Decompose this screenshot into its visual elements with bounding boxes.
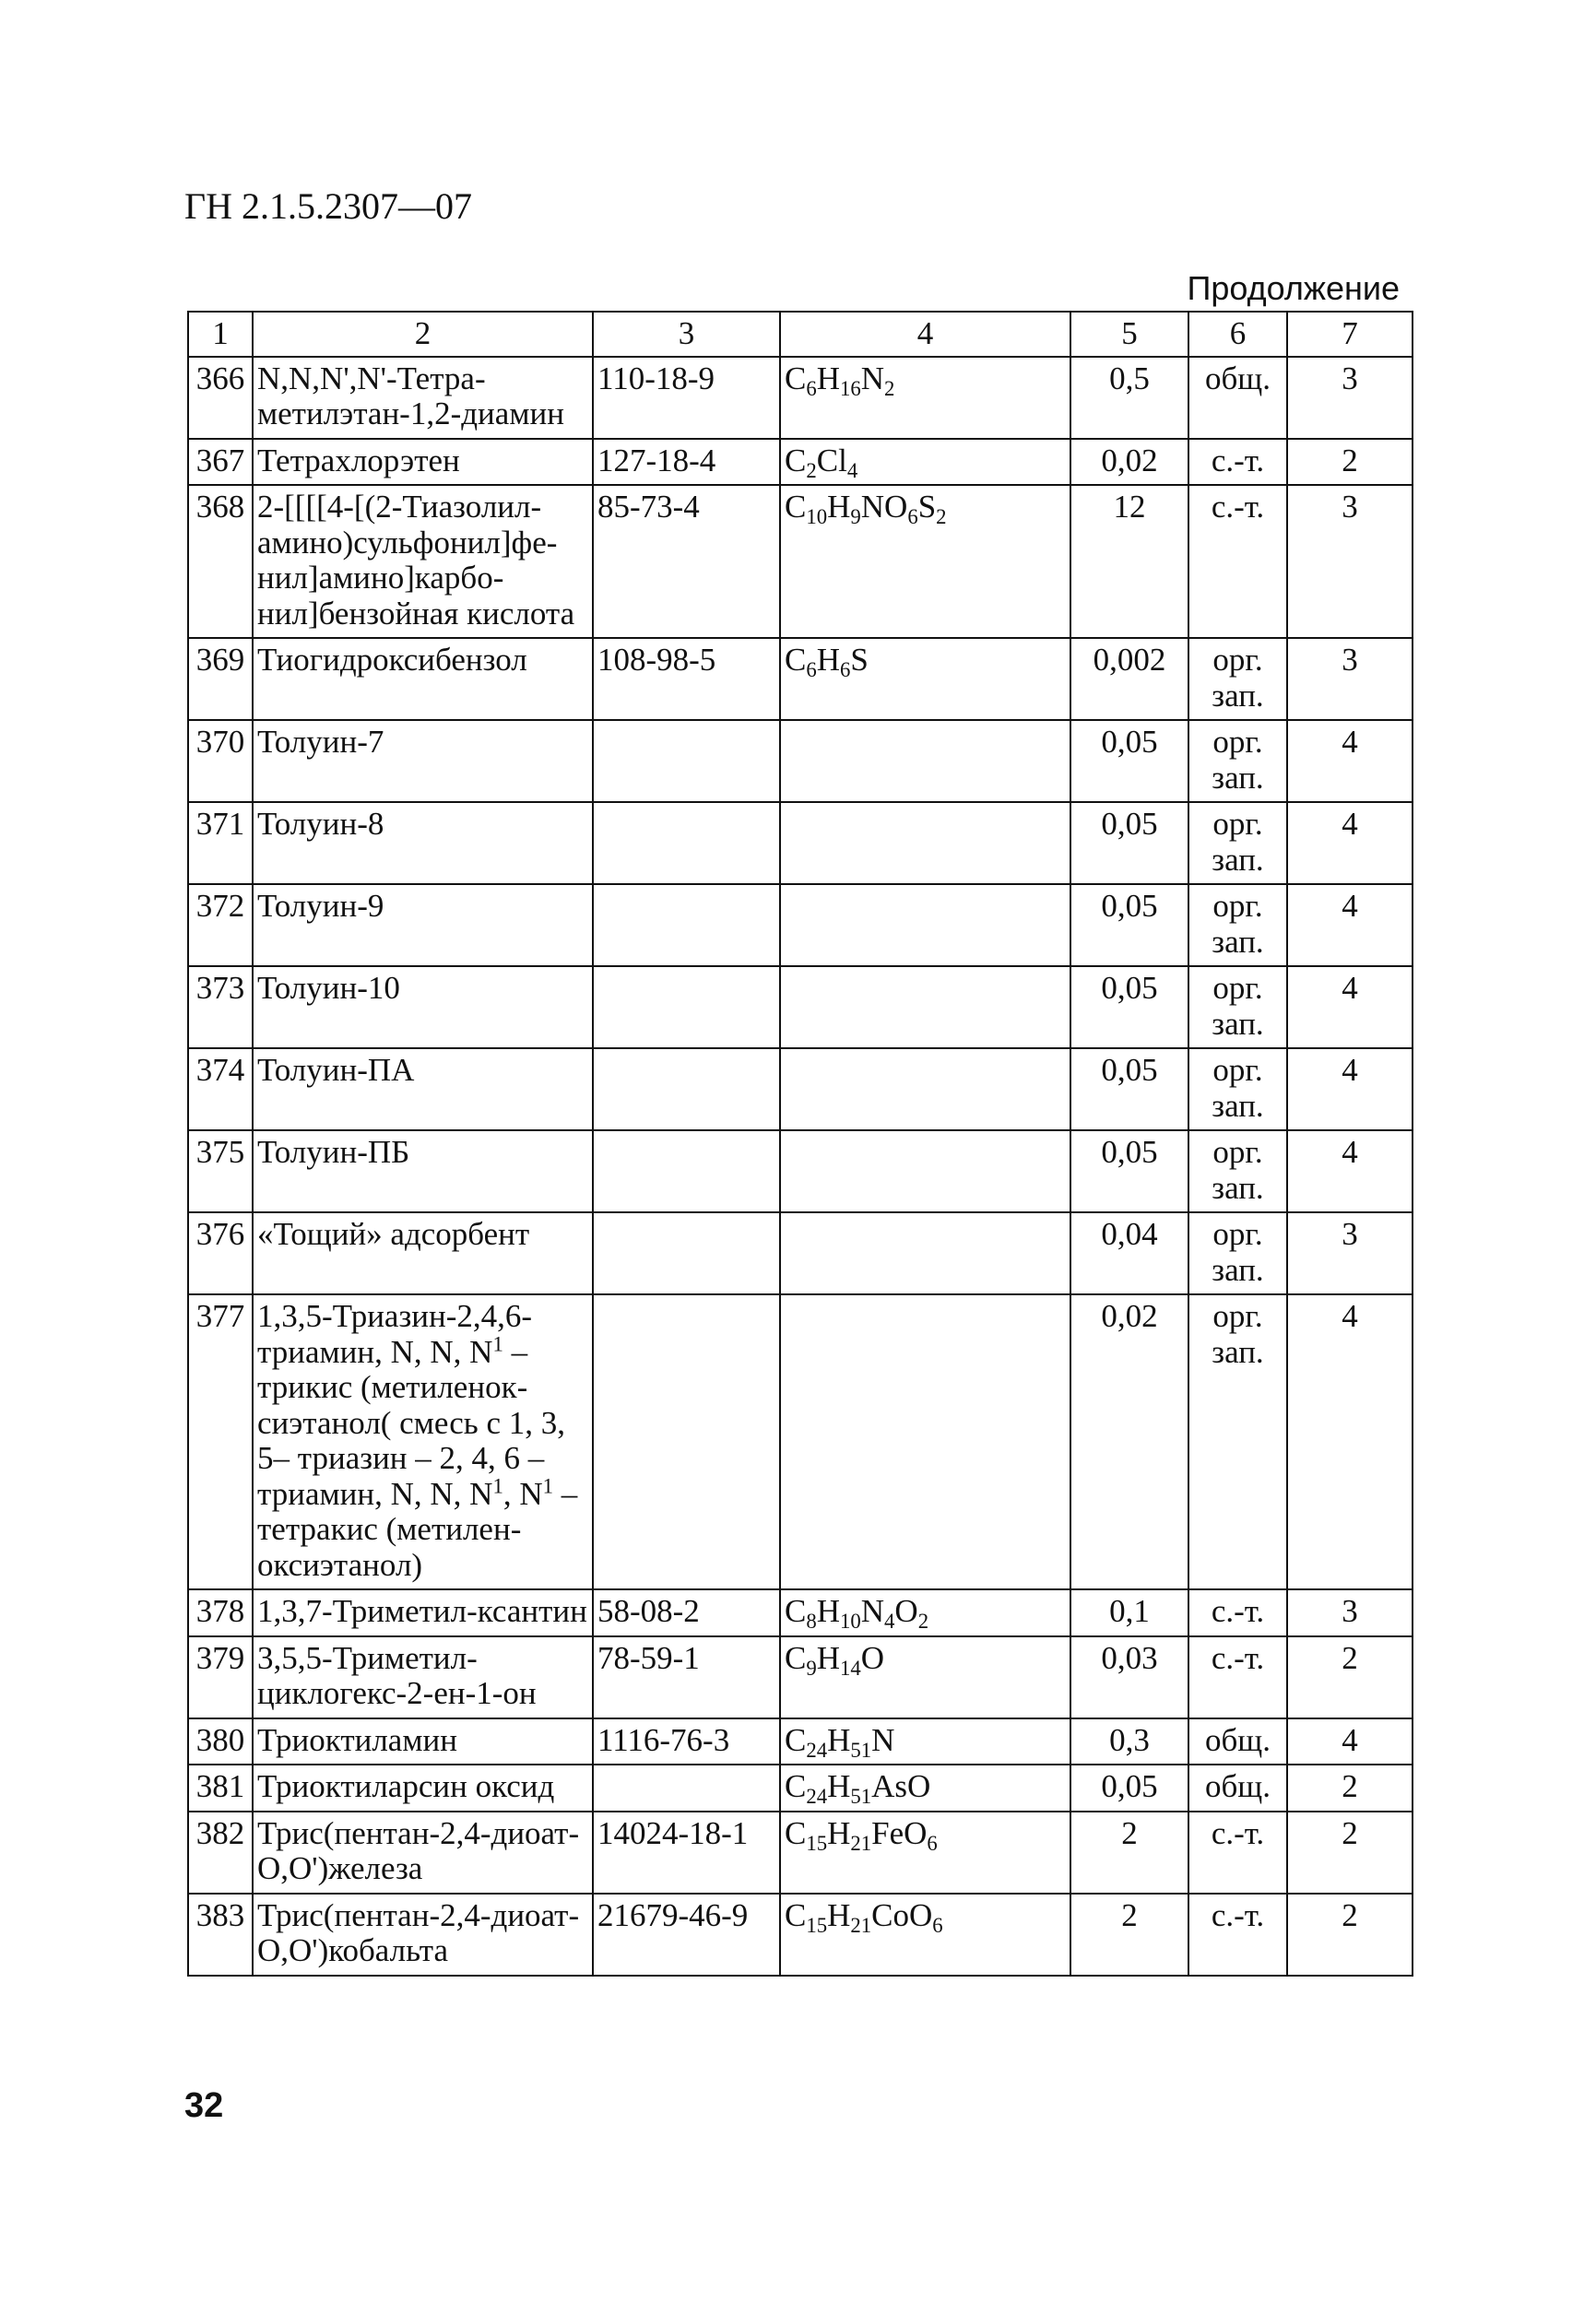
chemical-formula (780, 1130, 1070, 1212)
cas-number (593, 1048, 780, 1130)
limit-value: 0,05 (1070, 966, 1188, 1048)
table-row (188, 1048, 1413, 1130)
table-row (188, 1589, 1413, 1636)
chemical-formula: $C_{24}H_{51}AsO$ (780, 1765, 1070, 1812)
table-row (188, 1718, 1413, 1765)
harmfulness-indicator: с.-т. (1188, 439, 1287, 486)
limit-value: 12 (1070, 485, 1188, 638)
chemical-formula (780, 1048, 1070, 1130)
table-row (188, 1894, 1413, 1976)
limit-value: 0,02 (1070, 1294, 1188, 1589)
cas-number (593, 1294, 780, 1589)
cas-number: 58-08-2 (593, 1589, 780, 1636)
harmfulness-indicator: орг. зап. (1188, 1130, 1287, 1212)
substance-name: Толуин-ПБ (253, 1130, 593, 1212)
harmfulness-indicator: с.-т. (1188, 485, 1287, 638)
chemical-formula: $C_{24}H_{51}N$ (780, 1718, 1070, 1765)
hazard-class: 4 (1287, 1294, 1413, 1589)
chemical-formula: $C_6H_6S$ (780, 638, 1070, 720)
hazard-class: 4 (1287, 802, 1413, 884)
hazard-class: 3 (1287, 1212, 1413, 1294)
limit-value: 0,05 (1070, 1130, 1188, 1212)
cas-number: 78-59-1 (593, 1636, 780, 1718)
limit-value: 0,1 (1070, 1589, 1188, 1636)
cas-number: 127-18-4 (593, 439, 780, 486)
chemical-formula: $C_9H_{14}O$ (780, 1636, 1070, 1718)
hazard-class: 4 (1287, 966, 1413, 1048)
hazard-class: 4 (1287, 720, 1413, 802)
harmfulness-indicator: орг. зап. (1188, 802, 1287, 884)
column-header: 3 (593, 312, 780, 357)
cas-number: 1116-76-3 (593, 1718, 780, 1765)
substances-table (187, 311, 1413, 1977)
chemical-formula (780, 1294, 1070, 1589)
table-row (188, 802, 1413, 884)
substance-name: 1,3,5-Триазин-2,4,6-триамин, N, N, $N^1$ – трикис (метиленок-сиэтанол( смесь с 1, 3, 5– триазин – 2, 4, 6 – триамин, N, N, $N^1$, $N^1$ – тетракис (метилен-оксиэтанол) (253, 1294, 593, 1589)
chemical-formula (780, 802, 1070, 884)
chemical-formula (780, 1212, 1070, 1294)
harmfulness-indicator: орг. зап. (1188, 1294, 1287, 1589)
row-number: 367 (188, 439, 253, 486)
chemical-formula: $C_8H_{10}N_4O_2$ (780, 1589, 1070, 1636)
column-header: 4 (780, 312, 1070, 357)
row-number: 380 (188, 1718, 253, 1765)
harmfulness-indicator: общ. (1188, 1765, 1287, 1812)
row-number: 376 (188, 1212, 253, 1294)
substance-name: Толуин-ПА (253, 1048, 593, 1130)
column-header: 2 (253, 312, 593, 357)
hazard-class: 2 (1287, 1894, 1413, 1976)
cas-number (593, 966, 780, 1048)
harmfulness-indicator: с.-т. (1188, 1812, 1287, 1894)
table-row (188, 1212, 1413, 1294)
row-number: 370 (188, 720, 253, 802)
row-number: 368 (188, 485, 253, 638)
harmfulness-indicator: орг. зап. (1188, 1048, 1287, 1130)
substance-name: Трис(пентан-2,4-диоат-O,O')кобальта (253, 1894, 593, 1976)
column-header: 1 (188, 312, 253, 357)
table-row (188, 884, 1413, 966)
hazard-class: 3 (1287, 638, 1413, 720)
chemical-formula (780, 884, 1070, 966)
chemical-formula: $C_2Cl_4$ (780, 439, 1070, 486)
harmfulness-indicator: с.-т. (1188, 1589, 1287, 1636)
harmfulness-indicator: общ. (1188, 1718, 1287, 1765)
substance-name: Триоктиларсин оксид (253, 1765, 593, 1812)
cas-number (593, 1765, 780, 1812)
row-number: 377 (188, 1294, 253, 1589)
limit-value: 0,002 (1070, 638, 1188, 720)
limit-value: 2 (1070, 1894, 1188, 1976)
table-row (188, 966, 1413, 1048)
cas-number (593, 802, 780, 884)
table-row (188, 1294, 1413, 1589)
substance-name: Толуин-8 (253, 802, 593, 884)
substance-name: Трис(пентан-2,4-диоат-O,O')железа (253, 1812, 593, 1894)
limit-value: 0,04 (1070, 1212, 1188, 1294)
harmfulness-indicator: общ. (1188, 357, 1287, 439)
hazard-class: 3 (1287, 1589, 1413, 1636)
limit-value: 0,03 (1070, 1636, 1188, 1718)
limit-value: 0,05 (1070, 1765, 1188, 1812)
limit-value: 0,05 (1070, 720, 1188, 802)
table-row (188, 1636, 1413, 1718)
chemical-formula: $C_{15}H_{21}FeO_6$ (780, 1812, 1070, 1894)
row-number: 379 (188, 1636, 253, 1718)
cas-number: 21679-46-9 (593, 1894, 780, 1976)
hazard-class: 2 (1287, 1636, 1413, 1718)
cas-number (593, 1130, 780, 1212)
column-header: 5 (1070, 312, 1188, 357)
substance-name: Толуин-10 (253, 966, 593, 1048)
table-row (188, 1130, 1413, 1212)
limit-value: 0,05 (1070, 802, 1188, 884)
harmfulness-indicator: орг. зап. (1188, 720, 1287, 802)
chemical-formula (780, 720, 1070, 802)
substance-name: Триоктиламин (253, 1718, 593, 1765)
chemical-formula: $C_6H_{16}N_2$ (780, 357, 1070, 439)
limit-value: 0,5 (1070, 357, 1188, 439)
row-number: 382 (188, 1812, 253, 1894)
table-row (188, 720, 1413, 802)
column-header: 7 (1287, 312, 1413, 357)
page-number: 32 (184, 2086, 224, 2125)
harmfulness-indicator: орг. зап. (1188, 884, 1287, 966)
row-number: 371 (188, 802, 253, 884)
hazard-class: 4 (1287, 1718, 1413, 1765)
substance-name: 2-[[[[4-[(2-Тиазолил-амино)сульфонил]фе-нил]амино]карбо-нил]бензойная кислота (253, 485, 593, 638)
chemical-formula: $C_{15}H_{21}CoO_6$ (780, 1894, 1070, 1976)
row-number: 374 (188, 1048, 253, 1130)
row-number: 383 (188, 1894, 253, 1976)
cas-number: 110-18-9 (593, 357, 780, 439)
cas-number: 108-98-5 (593, 638, 780, 720)
hazard-class: 4 (1287, 884, 1413, 966)
column-header: 6 (1188, 312, 1287, 357)
chemical-formula (780, 966, 1070, 1048)
row-number: 381 (188, 1765, 253, 1812)
table-row (188, 357, 1413, 439)
table-row (188, 439, 1413, 486)
table-row (188, 1765, 1413, 1812)
limit-value: 0,3 (1070, 1718, 1188, 1765)
hazard-class: 2 (1287, 439, 1413, 486)
continuation-label: Продолжение (1187, 269, 1400, 307)
substance-name: Толуин-7 (253, 720, 593, 802)
table-row (188, 485, 1413, 638)
substance-name: Тиогидроксибензол (253, 638, 593, 720)
limit-value: 0,05 (1070, 884, 1188, 966)
substance-name: «Тощий» адсорбент (253, 1212, 593, 1294)
harmfulness-indicator: орг. зап. (1188, 638, 1287, 720)
limit-value: 2 (1070, 1812, 1188, 1894)
row-number: 369 (188, 638, 253, 720)
hazard-class: 2 (1287, 1765, 1413, 1812)
table-header-row (188, 312, 1413, 357)
hazard-class: 4 (1287, 1130, 1413, 1212)
document-code: ГН 2.1.5.2307—07 (184, 185, 473, 227)
substance-name: 1,3,7-Триметил-ксантин (253, 1589, 593, 1636)
row-number: 372 (188, 884, 253, 966)
harmfulness-indicator: с.-т. (1188, 1894, 1287, 1976)
harmfulness-indicator: с.-т. (1188, 1636, 1287, 1718)
limit-value: 0,02 (1070, 439, 1188, 486)
chemical-formula: $C_{10}H_9NO_6S_2$ (780, 485, 1070, 638)
harmfulness-indicator: орг. зап. (1188, 1212, 1287, 1294)
hazard-class: 3 (1287, 485, 1413, 638)
cas-number (593, 720, 780, 802)
cas-number: 85-73-4 (593, 485, 780, 638)
row-number: 378 (188, 1589, 253, 1636)
harmfulness-indicator: орг. зап. (1188, 966, 1287, 1048)
table-row (188, 638, 1413, 720)
substance-name: N,N,N',N'-Тетра-метилэтан-1,2-диамин (253, 357, 593, 439)
substance-name: Толуин-9 (253, 884, 593, 966)
hazard-class: 2 (1287, 1812, 1413, 1894)
row-number: 366 (188, 357, 253, 439)
substance-name: 3,5,5-Триметил-циклогекс-2-ен-1-он (253, 1636, 593, 1718)
hazard-class: 4 (1287, 1048, 1413, 1130)
hazard-class: 3 (1287, 357, 1413, 439)
table-row (188, 1812, 1413, 1894)
cas-number (593, 884, 780, 966)
row-number: 373 (188, 966, 253, 1048)
cas-number: 14024-18-1 (593, 1812, 780, 1894)
cas-number (593, 1212, 780, 1294)
limit-value: 0,05 (1070, 1048, 1188, 1130)
row-number: 375 (188, 1130, 253, 1212)
substance-name: Тетрахлорэтен (253, 439, 593, 486)
